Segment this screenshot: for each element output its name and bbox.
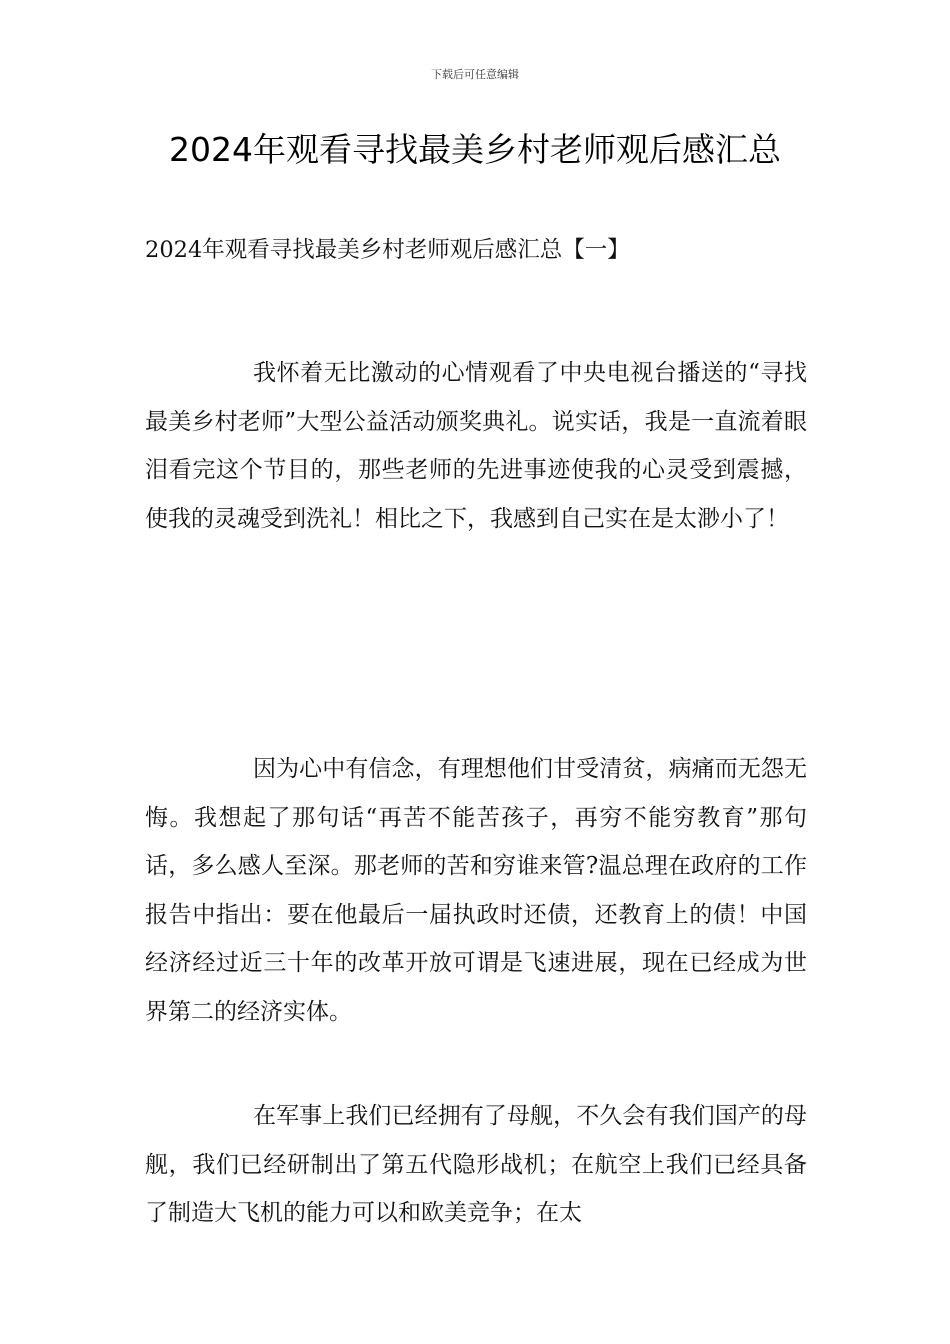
paragraph-1: 我怀着无比激动的心情观看了中央电视台播送的“寻找最美乡村老师”大型公益活动颁奖典礼。说实话，我是一直流着眼泪看完这个节目的，那些老师的先进事迹使我的心灵受到震撼，使我的灵魂受到洗礼！相比之下，我感到自己实在是太渺小了！ xyxy=(145,360,807,532)
header-note: 下载后可任意编辑 xyxy=(431,68,519,81)
document-title: 2024年观看寻找最美乡村老师观后感汇总 xyxy=(169,130,781,169)
paragraph-2: 因为心中有信念，有理想他们甘受清贫，病痛而无怨无悔。我想起了那句话“再苦不能苦孩子，再穷不能穷教育”那句话，多么感人至深。那老师的苦和穷谁来管?温总理在政府的工作报告中指出：要在他最后一届执政时还债，还教育上的债！中国经济经过近三十年的改革开放可谓是飞速进展，现在已经成为世界第二的经济实体。 xyxy=(145,756,807,1025)
paragraph-3: 在军事上我们已经拥有了母舰，不久会有我们国产的母舰，我们已经研制出了第五代隐形战机；在航空上我们已经具备了制造大飞机的能力可以和欧美竞争；在太 xyxy=(145,1103,807,1226)
section-subtitle: 2024年观看寻找最美乡村老师观后感汇总【一】 xyxy=(145,237,630,263)
